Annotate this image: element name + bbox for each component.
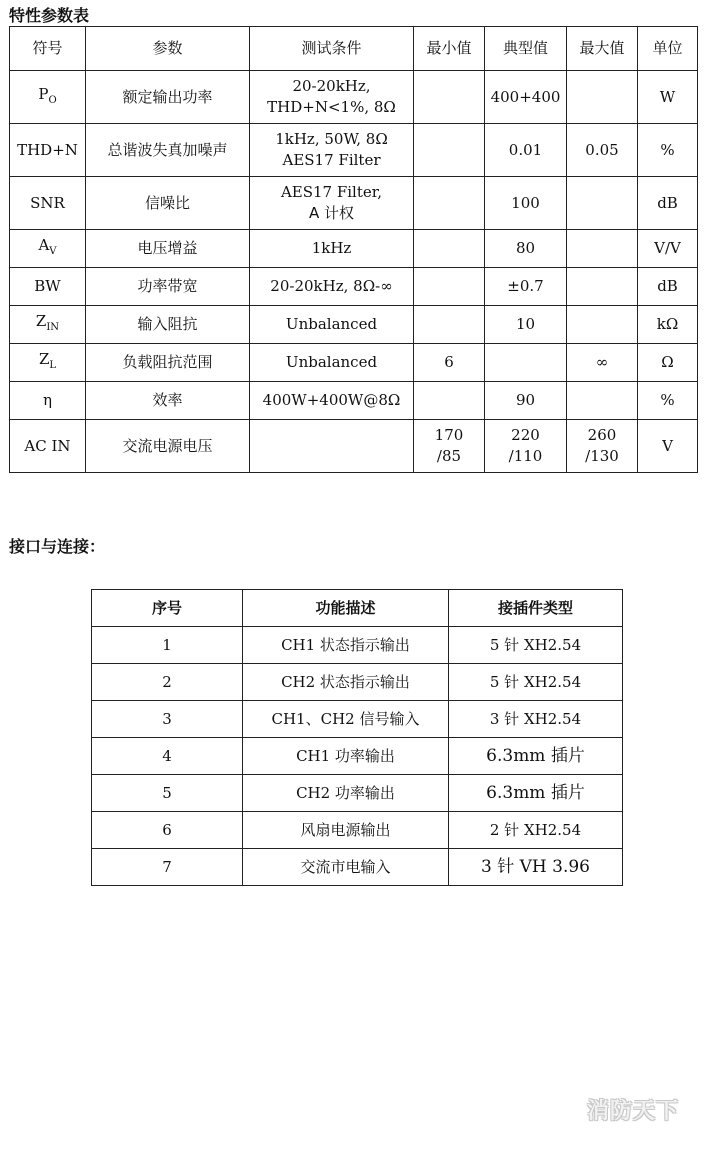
connection-table-title: 接口与连接： bbox=[9, 537, 106, 556]
symbol-cell: BW bbox=[10, 268, 86, 306]
function-cell: CH2 状态指示输出 bbox=[243, 664, 449, 701]
symbol-cell: η bbox=[10, 382, 86, 420]
table-row bbox=[92, 664, 623, 701]
min-cell bbox=[414, 177, 485, 230]
function-cell: CH1、CH2 信号输入 bbox=[243, 701, 449, 738]
unit-cell: W bbox=[638, 71, 698, 124]
unit-cell: % bbox=[638, 124, 698, 177]
header-unit: 单位 bbox=[638, 27, 698, 71]
condition-cell: 400W+400W@8Ω bbox=[250, 382, 414, 420]
parameter-cell: 输入阻抗 bbox=[86, 306, 250, 344]
index-cell: 5 bbox=[92, 775, 243, 812]
typ-cell bbox=[485, 344, 567, 382]
parameter-cell: 信噪比 bbox=[86, 177, 250, 230]
symbol-cell: AC IN bbox=[10, 420, 86, 473]
max-cell: 260 /130 bbox=[567, 420, 638, 473]
table-row bbox=[10, 306, 698, 344]
spec-table-title: 特性参数表 bbox=[9, 6, 90, 25]
typ-cell: 100 bbox=[485, 177, 567, 230]
unit-cell: dB bbox=[638, 177, 698, 230]
watermark-logo: 消防天下 bbox=[586, 1099, 679, 1124]
function-cell: 风扇电源输出 bbox=[243, 812, 449, 849]
index-cell: 4 bbox=[92, 738, 243, 775]
symbol-cell: $A_V$ bbox=[10, 230, 86, 268]
header-function: 功能描述 bbox=[243, 590, 449, 627]
parameter-cell: 额定输出功率 bbox=[86, 71, 250, 124]
header-test-condition: 测试条件 bbox=[250, 27, 414, 71]
parameter-cell: 交流电源电压 bbox=[86, 420, 250, 473]
function-cell: CH1 状态指示输出 bbox=[243, 627, 449, 664]
condition-cell: 1kHz bbox=[250, 230, 414, 268]
table-row bbox=[10, 177, 698, 230]
spec-table bbox=[9, 26, 698, 473]
table-row bbox=[92, 812, 623, 849]
symbol-cell: SNR bbox=[10, 177, 86, 230]
table-row bbox=[10, 344, 698, 382]
table-row bbox=[92, 627, 623, 664]
function-cell: CH1 功率输出 bbox=[243, 738, 449, 775]
symbol-cell: $Z_{IN}$ bbox=[10, 306, 86, 344]
typ-cell: 220 /110 bbox=[485, 420, 567, 473]
index-cell: 3 bbox=[92, 701, 243, 738]
min-cell bbox=[414, 71, 485, 124]
typ-cell: 90 bbox=[485, 382, 567, 420]
connector-cell: 2 针 XH2.54 bbox=[449, 812, 623, 849]
header-typ: 典型值 bbox=[485, 27, 567, 71]
unit-cell: V/V bbox=[638, 230, 698, 268]
parameter-cell: 电压增益 bbox=[86, 230, 250, 268]
condition-cell: Unbalanced bbox=[250, 306, 414, 344]
connection-table bbox=[91, 589, 623, 886]
symbol-cell: THD+N bbox=[10, 124, 86, 177]
function-cell: 交流市电输入 bbox=[243, 849, 449, 886]
typ-cell: 80 bbox=[485, 230, 567, 268]
connection-header-row bbox=[92, 590, 623, 627]
symbol-cell: $Z_L$ bbox=[10, 344, 86, 382]
max-cell bbox=[567, 230, 638, 268]
index-cell: 1 bbox=[92, 627, 243, 664]
typ-cell: 10 bbox=[485, 306, 567, 344]
table-row bbox=[92, 775, 623, 812]
max-cell: 0.05 bbox=[567, 124, 638, 177]
max-cell bbox=[567, 306, 638, 344]
parameter-cell: 总谐波失真加噪声 bbox=[86, 124, 250, 177]
min-cell bbox=[414, 124, 485, 177]
table-row bbox=[92, 849, 623, 886]
unit-cell: dB bbox=[638, 268, 698, 306]
table-row bbox=[92, 738, 623, 775]
header-symbol: 符号 bbox=[10, 27, 86, 71]
connector-cell: 3 针 XH2.54 bbox=[449, 701, 623, 738]
table-row bbox=[10, 420, 698, 473]
condition-cell: 1kHz, 50W, 8Ω AES17 Filter bbox=[250, 124, 414, 177]
header-connector-type: 接插件类型 bbox=[449, 590, 623, 627]
unit-cell: kΩ bbox=[638, 306, 698, 344]
table-row bbox=[92, 701, 623, 738]
max-cell bbox=[567, 268, 638, 306]
unit-cell: Ω bbox=[638, 344, 698, 382]
parameter-cell: 效率 bbox=[86, 382, 250, 420]
parameter-cell: 负载阻抗范围 bbox=[86, 344, 250, 382]
condition-cell bbox=[250, 420, 414, 473]
parameter-cell: 功率带宽 bbox=[86, 268, 250, 306]
connector-cell: 6.3mm 插片 bbox=[449, 738, 623, 775]
typ-cell: ±0.7 bbox=[485, 268, 567, 306]
unit-cell: % bbox=[638, 382, 698, 420]
max-cell bbox=[567, 382, 638, 420]
symbol-cell: $P_O$ bbox=[10, 71, 86, 124]
connector-cell: 5 针 XH2.54 bbox=[449, 627, 623, 664]
index-cell: 6 bbox=[92, 812, 243, 849]
condition-cell: AES17 Filter, A 计权 bbox=[250, 177, 414, 230]
min-cell bbox=[414, 382, 485, 420]
min-cell bbox=[414, 306, 485, 344]
table-row bbox=[10, 268, 698, 306]
max-cell bbox=[567, 177, 638, 230]
header-parameter: 参数 bbox=[86, 27, 250, 71]
table-row bbox=[10, 382, 698, 420]
condition-cell: 20-20kHz, 8Ω-∞ bbox=[250, 268, 414, 306]
connector-cell: 3 针 VH 3.96 bbox=[449, 849, 623, 886]
index-cell: 7 bbox=[92, 849, 243, 886]
min-cell bbox=[414, 230, 485, 268]
connector-cell: 5 针 XH2.54 bbox=[449, 664, 623, 701]
header-min: 最小值 bbox=[414, 27, 485, 71]
function-cell: CH2 功率输出 bbox=[243, 775, 449, 812]
condition-cell: Unbalanced bbox=[250, 344, 414, 382]
unit-cell: V bbox=[638, 420, 698, 473]
min-cell: 170 /85 bbox=[414, 420, 485, 473]
table-row bbox=[10, 71, 698, 124]
header-max: 最大值 bbox=[567, 27, 638, 71]
typ-cell: 0.01 bbox=[485, 124, 567, 177]
condition-cell: 20-20kHz, THD+N<1%, 8Ω bbox=[250, 71, 414, 124]
table-row bbox=[10, 124, 698, 177]
typ-cell: 400+400 bbox=[485, 71, 567, 124]
header-index: 序号 bbox=[92, 590, 243, 627]
spec-header-row bbox=[10, 27, 698, 71]
min-cell: 6 bbox=[414, 344, 485, 382]
table-row bbox=[10, 230, 698, 268]
index-cell: 2 bbox=[92, 664, 243, 701]
min-cell bbox=[414, 268, 485, 306]
max-cell bbox=[567, 71, 638, 124]
max-cell: ∞ bbox=[567, 344, 638, 382]
connector-cell: 6.3mm 插片 bbox=[449, 775, 623, 812]
